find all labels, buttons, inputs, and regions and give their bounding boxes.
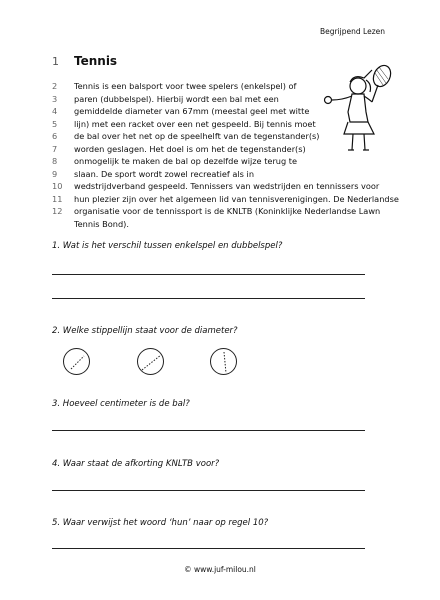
answer-line[interactable]: [52, 274, 365, 275]
line-text: de bal over het net op de speelhelft van de tegenstander(s): [74, 131, 320, 141]
line-text: organisatie voor de tennissport is de KNLTB (Koninklijke Nederlandse Lawn: [74, 206, 381, 216]
title-line-number: 1: [52, 55, 59, 68]
line-text: wedstrijdverband gespeeld. Tennissers van wedstrijden en tennissers voor: [74, 181, 380, 191]
line-text: onmogelijk te maken de bal op dezelfde wijze terug te: [74, 156, 298, 166]
question-4: 4. Waar staat de afkorting KNLTB voor?: [52, 459, 220, 469]
line-text: gemiddelde diameter van 67mm (meestal geel met witte: [74, 106, 310, 116]
line-text: Tennis Bond).: [74, 218, 129, 229]
line-number: 8: [52, 156, 58, 166]
circle-option-1[interactable]: [63, 348, 90, 375]
line-number: 12: [52, 206, 63, 216]
line-number: 5: [52, 118, 58, 129]
line-number: 3: [52, 93, 58, 104]
header-label: Begrijpend Lezen: [319, 27, 385, 36]
line-number: 10: [52, 181, 63, 191]
line-text: lijn) met een racket over een net gespeeld. Bij tennis moet: [74, 118, 316, 129]
question-3: 3. Hoeveel centimeter is de bal?: [52, 399, 190, 409]
answer-line[interactable]: [52, 430, 365, 431]
line-number: 11: [52, 193, 63, 204]
answer-line[interactable]: [52, 298, 365, 299]
line-number: 7: [52, 143, 58, 154]
page-title: Tennis: [74, 54, 118, 68]
line-number: 4: [52, 106, 58, 116]
text-line: [52, 169, 402, 182]
text-line: [52, 194, 402, 207]
question-2: 2. Welke stippellijn staat voor de diameter?: [52, 326, 238, 336]
line-text: paren (dubbelspel). Hierbij wordt een bal met een: [74, 93, 279, 104]
question-1: 1. Wat is het verschil tussen enkelspel en dubbelspel?: [52, 241, 283, 251]
line-number: 9: [52, 168, 58, 179]
question-5: 5. Waar verwijst het woord ‘hun’ naar op regel 10?: [52, 518, 269, 528]
circle-option-2[interactable]: [137, 348, 164, 375]
footer-copyright: © www.juf-milou.nl: [184, 565, 256, 574]
answer-line[interactable]: [52, 548, 365, 549]
tennis-player-icon: [320, 62, 400, 161]
text-line: [52, 206, 402, 219]
line-number: 6: [52, 131, 58, 141]
line-text: hun plezier zijn over het algemeen lid van tennisverenigingen. De Nederlandse: [74, 193, 399, 204]
line-number: 2: [52, 81, 58, 91]
line-text: slaan. De sport wordt zowel recreatief als in: [74, 168, 255, 179]
line-text: worden geslagen. Het doel is om het de tegenstander(s): [74, 143, 306, 154]
circle-option-3[interactable]: [210, 348, 237, 375]
line-text: Tennis is een balsport voor twee spelers (enkelspel) of: [74, 81, 297, 91]
answer-line[interactable]: [52, 490, 365, 491]
text-line: [52, 181, 402, 194]
text-line: [52, 219, 402, 232]
